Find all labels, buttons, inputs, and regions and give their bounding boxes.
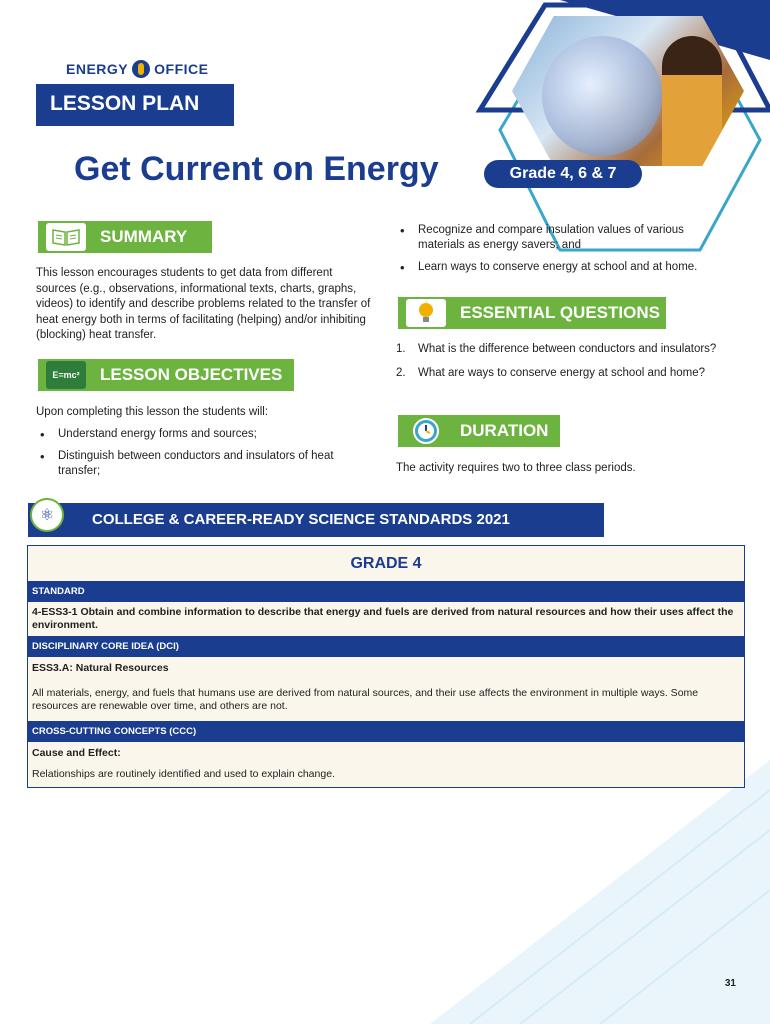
essential-questions-list bbox=[396, 342, 736, 390]
ccc-text: Relationships are routinely identified and used to explain change. bbox=[32, 768, 335, 780]
student-figure bbox=[662, 36, 722, 166]
atom-emblem-icon: ⚛ bbox=[30, 498, 64, 532]
objectives-intro: Upon completing this lesson the students will: bbox=[36, 406, 269, 418]
objectives-heading: LESSON OBJECTIVES bbox=[100, 365, 283, 384]
hero-photo bbox=[512, 16, 744, 166]
list-item: • Understand energy forms and sources; bbox=[36, 427, 376, 442]
dci-text: All materials, energy, and fuels that humans use are derived from natural sources, and their use affects the environment in multiple ways. Some resources are renewable over time, and others are not. bbox=[32, 687, 699, 712]
summary-text: This lesson encourages students to get data from different sources (e.g., observations, informational texts, charts, graphs, videos) to identify and describe problems related to the transfer of heat energy both in terms of facilitating (helping) and/or inhibiting (blocking) heat transfer. bbox=[36, 267, 371, 341]
logo-right-text: OFFICE bbox=[154, 61, 209, 77]
list-item: • Distinguish between conductors and insulators of heat transfer; bbox=[36, 449, 376, 479]
ccc-label: CROSS-CUTTING CONCEPTS (CCC) bbox=[28, 721, 744, 742]
essential-questions-heading: ESSENTIAL QUESTIONS bbox=[460, 303, 660, 322]
essential-questions-header bbox=[398, 297, 666, 329]
objectives-list-left bbox=[36, 427, 376, 486]
list-item: • Recognize and compare insulation values of various materials as energy savers; and bbox=[396, 223, 726, 253]
book-icon bbox=[46, 223, 86, 251]
standards-table bbox=[27, 545, 745, 788]
objectives-header bbox=[38, 359, 294, 391]
duration-header bbox=[398, 415, 560, 447]
logo-left-text: ENERGY bbox=[66, 61, 129, 77]
energy-office-logo bbox=[66, 59, 208, 79]
objectives-list-right bbox=[396, 223, 726, 282]
page-title: Get Current on Energy bbox=[74, 150, 439, 188]
dci-title: ESS3.A: Natural Resources bbox=[32, 662, 169, 674]
page-number: 31 bbox=[724, 978, 736, 989]
standard-label: STANDARD bbox=[28, 581, 744, 602]
standard-text: 4-ESS3-1 Obtain and combine information to describe that energy and fuels are derived from natural resources and how their uses affect the environment. bbox=[32, 606, 734, 631]
duration-text: The activity requires two to three class periods. bbox=[396, 462, 636, 474]
summary-heading: SUMMARY bbox=[100, 227, 188, 246]
list-item: 2. What are ways to conserve energy at school and home? bbox=[396, 367, 706, 379]
standards-banner: COLLEGE & CAREER-READY SCIENCE STANDARDS 2021 bbox=[28, 503, 604, 537]
lightbulb-icon bbox=[406, 299, 446, 327]
summary-header bbox=[38, 221, 212, 253]
lesson-plan-banner: LESSON PLAN bbox=[36, 84, 234, 126]
chalkboard-icon: E=mc² bbox=[46, 361, 86, 389]
duration-heading: DURATION bbox=[460, 421, 549, 440]
ccc-title: Cause and Effect: bbox=[32, 747, 121, 759]
list-item: • Learn ways to conserve energy at school and at home. bbox=[396, 260, 726, 275]
dci-label: DISCIPLINARY CORE IDEA (DCI) bbox=[28, 636, 744, 657]
grade-badge: Grade 4, 6 & 7 bbox=[484, 160, 642, 188]
lightbulb-emblem-icon bbox=[132, 60, 150, 78]
list-item: 1. What is the difference between conductors and insulators? bbox=[396, 343, 717, 355]
grade-heading: GRADE 4 bbox=[350, 555, 422, 572]
plasma-globe bbox=[542, 36, 662, 156]
clock-icon bbox=[406, 417, 446, 445]
